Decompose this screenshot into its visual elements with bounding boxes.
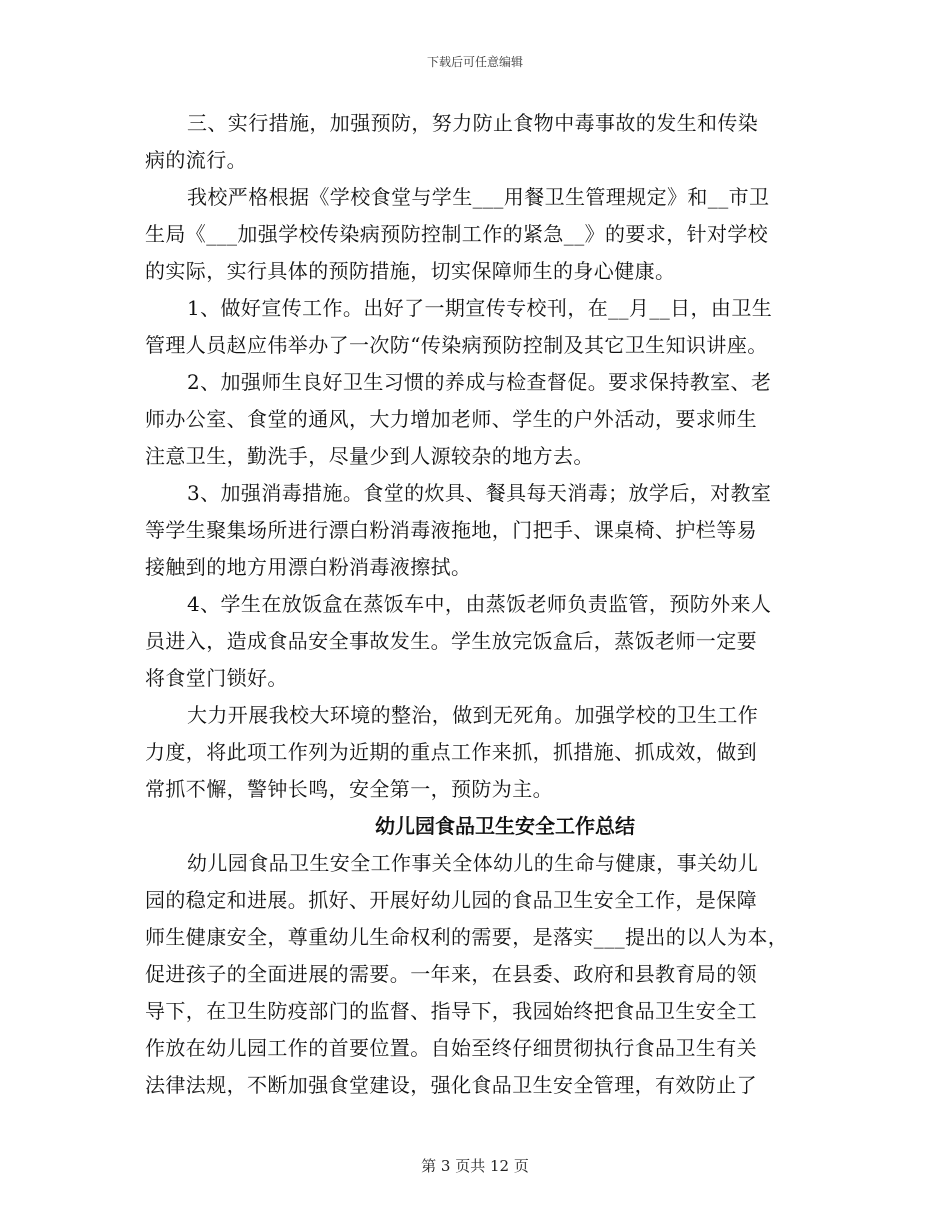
paragraph-line: 幼儿园食品卫生安全工作事关全体幼儿的生命与健康，事关幼儿 [187,851,759,875]
paragraph-line: 力度，将此项工作列为近期的重点工作来抓，抓措施、抓成效，做到 [145,740,757,764]
paragraph-line: 常抓不懈，警钟长鸣，安全第一，预防为主。 [145,777,553,801]
paragraph-line: 我校严格根据《学校食堂与学生___用餐卫生管理规定》和__市卫 [187,185,770,209]
page-header: 下载后可任意编辑 [426,55,523,69]
paragraph-line: 导下，在卫生防疫部门的监督、指导下，我园始终把食品卫生安全工 [145,999,757,1023]
page-footer: 第 3 页共 12 页 [421,1157,529,1175]
paragraph-line: 注意卫生，勤洗手，尽量少到人源较杂的地方去。 [145,444,594,468]
paragraph-line: 3、加强消毒措施。食堂的炊具、餐具每天消毒；放学后，对教室 [187,481,772,505]
paragraph-line: 员进入，造成食品安全事故发生。学生放完饭盒后，蒸饭老师一定要 [145,629,757,653]
paragraph-line: 1、做好宣传工作。出好了一期宣传专校刊，在__月__日，由卫生 [187,296,773,320]
paragraph-line: 将食堂门锁好。 [145,666,288,690]
paragraph-line: 4、学生在放饭盒在蒸饭车中，由蒸饭老师负责监管，预防外来人 [187,592,772,616]
paragraph-line: 三、实行措施，加强预防，努力防止食物中毒事故的发生和传染 [187,111,759,135]
paragraph-line: 大力开展我校大环境的整治，做到无死角。加强学校的卫生工作 [187,703,759,727]
paragraph-line: 园的稳定和进展。抓好、开展好幼儿园的食品卫生安全工作，是保障 [145,888,757,912]
paragraph-line: 病的流行。 [145,148,247,172]
section-title: 幼儿园食品卫生安全工作总结 [375,814,635,838]
paragraph-line: 作放在幼儿园工作的首要位置。自始至终仔细贯彻执行食品卫生有关 [145,1036,757,1060]
paragraph-line: 等学生聚集场所进行漂白粉消毒液拖地，门把手、课桌椅、护栏等易 [145,518,757,542]
paragraph-line: 师生健康安全，尊重幼儿生命权利的需要，是落实___提出的以人为本， [145,925,789,949]
paragraph-line: 2、加强师生良好卫生习惯的养成与检查督促。要求保持教室、老 [187,370,772,394]
paragraph-line: 接触到的地方用漂白粉消毒液擦拭。 [145,555,472,579]
paragraph-line: 生局《___加强学校传染病预防控制工作的紧急__》的要求，针对学校 [145,222,769,246]
paragraph-line: 法律法规，不断加强食堂建设，强化食品卫生安全管理，有效防止了 [145,1073,757,1097]
document-body [145,105,825,1104]
paragraph-line: 的实际，实行具体的预防措施，切实保障师生的身心健康。 [145,259,676,283]
paragraph-line: 促进孩子的全面进展的需要。一年来，在县委、政府和县教育局的领 [145,962,757,986]
paragraph-line: 师办公室、食堂的通风，大力增加老师、学生的户外活动，要求师生 [145,407,757,431]
paragraph-line: 管理人员赵应伟举办了一次防“传染病预防控制及其它卫生知识讲座。 [145,333,768,357]
